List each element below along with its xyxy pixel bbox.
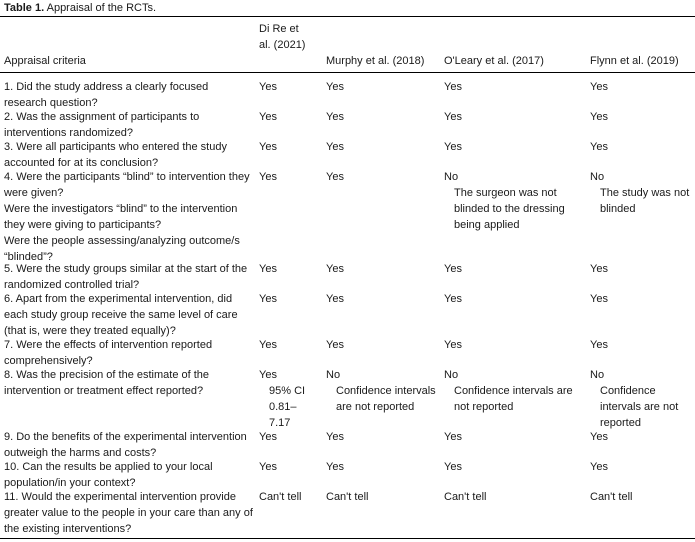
row-4-answer-4 [590, 169, 693, 217]
row-11-question: 11. Would the experimental intervention provide greater value to the people in your care than any of the existing interventions? [4, 491, 253, 535]
row-8-question: 8. Was the precision of the estimate of the intervention or treatment effect reported? [4, 369, 210, 397]
row-6-answer-4: Yes [590, 293, 608, 305]
row-8-answer-2-value: No [326, 369, 341, 381]
row-10-question: 10. Can the results be applied to your local population/in your context? [4, 461, 213, 489]
header-criteria: Appraisal criteria [4, 55, 86, 67]
table-caption-text: Appraisal of the RCTs. [46, 2, 157, 14]
row-9-question: 9. Do the benefits of the experimental intervention outweigh the harms and costs? [4, 431, 247, 459]
row-10-answer-1: Yes [259, 461, 277, 473]
row-4-answer-2: Yes [326, 171, 344, 183]
row-2-answer-2: Yes [326, 111, 344, 123]
row-9-answer-1: Yes [259, 431, 277, 443]
row-9-answer-4: Yes [590, 431, 608, 443]
row-5-question: 5. Were the study groups similar at the start of the randomized controlled trial? [4, 263, 248, 291]
row-8-answer-3 [444, 367, 587, 415]
row-3-answer-4: Yes [590, 141, 608, 153]
row-5-answer-3: Yes [444, 263, 462, 275]
row-8-answer-4-value: No [590, 369, 605, 381]
row-8-answer-1 [259, 367, 315, 431]
row-6-question: 6. Apart from the experimental intervention, did each study group receive the same level of care (that is, were they treated equally)? [4, 293, 238, 337]
row-11-answer-4: Can't tell [590, 491, 633, 503]
row-8-answer-2 [326, 367, 441, 415]
row-6-answer-1: Yes [259, 293, 277, 305]
row-5-answer-2: Yes [326, 263, 344, 275]
row-1-answer-1: Yes [259, 81, 277, 93]
row-6-answer-3: Yes [444, 293, 462, 305]
row-2-question: 2. Was the assignment of participants to interventions randomized? [4, 111, 200, 139]
row-5-answer-1: Yes [259, 263, 277, 275]
row-8-answer-1-note: 95% CI 0.81–7.17 [269, 385, 306, 429]
row-1-answer-4: Yes [590, 81, 608, 93]
row-4-answer-3 [444, 169, 587, 233]
row-9-answer-3: Yes [444, 431, 462, 443]
row-4-answer-4-value: No [590, 171, 605, 183]
row-2-answer-3: Yes [444, 111, 462, 123]
row-9-answer-2: Yes [326, 431, 344, 443]
row-4-question-part-3: Were the people assessing/analyzing outcome/s “blinded”? [4, 235, 240, 263]
row-1-question: 1. Did the study address a clearly focused research question? [4, 81, 209, 109]
row-7-answer-1: Yes [259, 339, 277, 351]
row-11-answer-3: Can't tell [444, 491, 487, 503]
row-11-answer-2: Can't tell [326, 491, 369, 503]
row-4-answer-3-note: The surgeon was not blinded to the dressing being applied [454, 187, 565, 231]
header-study-2: Murphy et al. (2018) [326, 55, 425, 67]
row-8-answer-3-note: Confidence intervals are not reported [454, 385, 573, 413]
row-10-answer-3: Yes [444, 461, 462, 473]
row-11-answer-1: Can't tell [259, 491, 302, 503]
row-4-question-part-2: Were the investigators “blind” to the intervention they were giving to participants? [4, 203, 238, 231]
table-caption-label: Table 1. [4, 2, 45, 14]
row-8-answer-4-note: Confidence intervals are not reported [600, 385, 679, 429]
row-4-question [4, 169, 254, 265]
row-4-answer-3-value: No [444, 171, 459, 183]
header-study-1: Di Re et al. (2021) [259, 23, 306, 51]
row-3-question: 3. Were all participants who entered the study accounted for at its conclusion? [4, 141, 227, 169]
row-4-answer-1: Yes [259, 171, 277, 183]
bottom-rule [0, 538, 695, 539]
row-7-answer-4: Yes [590, 339, 608, 351]
header-rule [0, 72, 695, 73]
row-1-answer-2: Yes [326, 81, 344, 93]
row-7-answer-3: Yes [444, 339, 462, 351]
table-caption [4, 1, 156, 15]
row-8-answer-3-value: No [444, 369, 459, 381]
row-3-answer-3: Yes [444, 141, 462, 153]
row-8-answer-4 [590, 367, 693, 431]
row-10-answer-4: Yes [590, 461, 608, 473]
row-2-answer-1: Yes [259, 111, 277, 123]
header-study-3: O'Leary et al. (2017) [444, 55, 544, 67]
row-10-answer-2: Yes [326, 461, 344, 473]
row-1-answer-3: Yes [444, 81, 462, 93]
row-7-answer-2: Yes [326, 339, 344, 351]
row-7-question: 7. Were the effects of intervention reported comprehensively? [4, 339, 213, 367]
row-3-answer-2: Yes [326, 141, 344, 153]
row-3-answer-1: Yes [259, 141, 277, 153]
row-8-answer-2-note: Confidence intervals are not reported [336, 385, 436, 413]
row-4-question-part-1: 4. Were the participants “blind” to intervention they were given? [4, 171, 250, 199]
top-rule [0, 16, 695, 17]
row-2-answer-4: Yes [590, 111, 608, 123]
header-study-4: Flynn et al. (2019) [590, 55, 679, 67]
row-5-answer-4: Yes [590, 263, 608, 275]
row-8-answer-1-value: Yes [259, 369, 277, 381]
row-6-answer-2: Yes [326, 293, 344, 305]
row-4-answer-4-note: The study was not blinded [600, 187, 690, 215]
